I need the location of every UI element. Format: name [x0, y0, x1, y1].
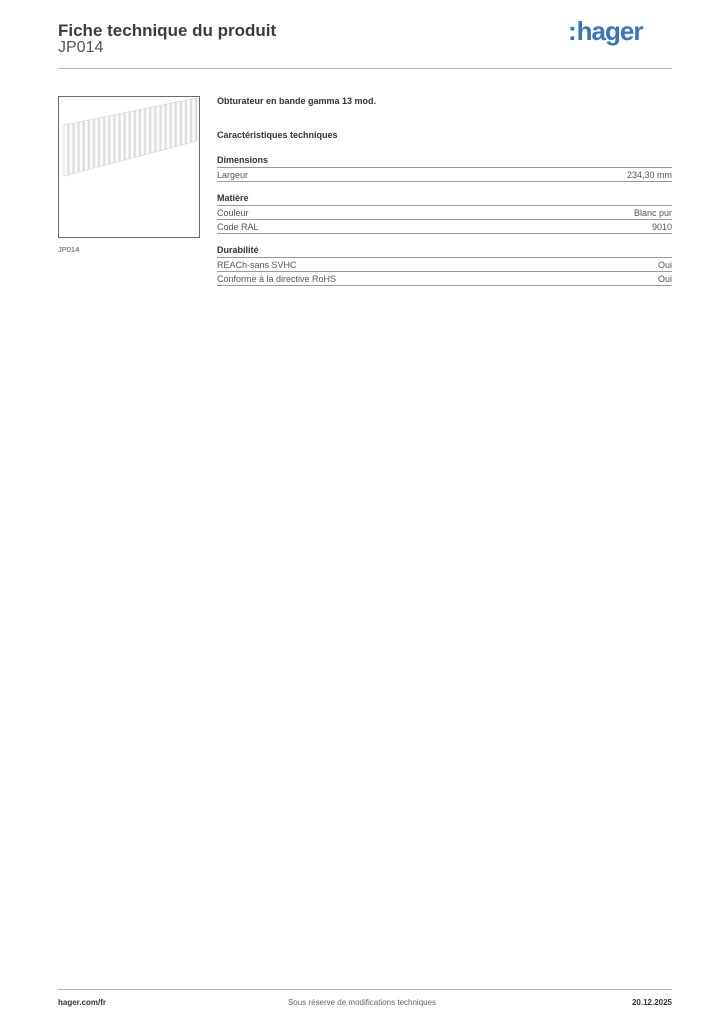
- spec-row: [217, 206, 672, 220]
- spec-row: [217, 168, 672, 182]
- spec-label: Conforme à la directive RoHS: [217, 274, 337, 284]
- shutter-rib: [79, 121, 83, 172]
- spec-label: Code RAL: [217, 222, 259, 232]
- product-description: Obturateur en bande gamma 13 mod.: [217, 96, 377, 106]
- shutter-rib: [84, 120, 88, 171]
- spec-value: 234,30 mm: [626, 170, 672, 180]
- shutter-rib: [74, 122, 78, 173]
- product-details: [217, 96, 672, 286]
- image-caption: JP014: [58, 245, 80, 254]
- shutter-rib: [136, 110, 140, 158]
- shutter-rib: [166, 103, 170, 149]
- shutter-rib: [69, 123, 73, 175]
- shutter-rib: [115, 114, 119, 163]
- shutter-rib: [192, 98, 196, 142]
- shutter-strip-illustration: [59, 97, 199, 237]
- shutter-rib: [171, 102, 175, 147]
- footer-website: hager.com/fr: [58, 998, 107, 1007]
- shutter-rib: [151, 106, 155, 153]
- shutter-rib: [95, 118, 99, 168]
- spec-label: REACh-sans SVHC: [217, 260, 297, 270]
- shutter-rib: [120, 113, 124, 161]
- shutter-rib: [187, 99, 191, 143]
- footer-divider: [58, 989, 672, 990]
- group-title: Dimensions: [217, 155, 672, 168]
- logo-text: hager: [576, 16, 643, 46]
- group-material: [217, 193, 672, 234]
- group-title: Durabilité: [217, 245, 672, 258]
- shutter-rib: [141, 109, 145, 156]
- group-durability: [217, 245, 672, 286]
- spec-label: Largeur: [217, 170, 249, 180]
- group-dimensions: [217, 155, 672, 182]
- spec-row: [217, 272, 672, 286]
- shutter-rib: [177, 101, 181, 146]
- shutter-rib: [156, 105, 160, 151]
- spec-row: [217, 258, 672, 272]
- shutter-rib: [146, 108, 150, 155]
- shutter-rib: [161, 104, 165, 150]
- shutter-rib: [100, 117, 104, 167]
- footer-notice: Sous réserve de modifications techniques: [287, 998, 437, 1007]
- spec-value: Oui: [657, 260, 672, 270]
- product-code: JP014: [58, 39, 104, 56]
- footer-date: 20.12.2025: [631, 998, 672, 1007]
- page-title: Fiche technique du produit: [58, 21, 277, 40]
- shutter-rib: [105, 116, 109, 165]
- shutter-rib: [110, 115, 114, 164]
- spec-value: Blanc pur: [633, 208, 672, 218]
- spec-value: Oui: [657, 274, 672, 284]
- group-title: Matière: [217, 193, 672, 206]
- header-divider: [58, 68, 672, 69]
- shutter-rib: [131, 111, 135, 159]
- shutter-rib: [64, 124, 68, 176]
- shutter-rib: [125, 112, 129, 160]
- shutter-rib: [182, 100, 186, 145]
- shutter-rib: [90, 119, 94, 169]
- spec-value: 9010: [651, 222, 672, 232]
- characteristics-heading: Caractéristiques techniques: [217, 130, 338, 140]
- spec-label: Couleur: [217, 208, 249, 218]
- product-image: [58, 96, 200, 238]
- spec-row: [217, 220, 672, 234]
- hager-logo: :hager: [568, 16, 643, 46]
